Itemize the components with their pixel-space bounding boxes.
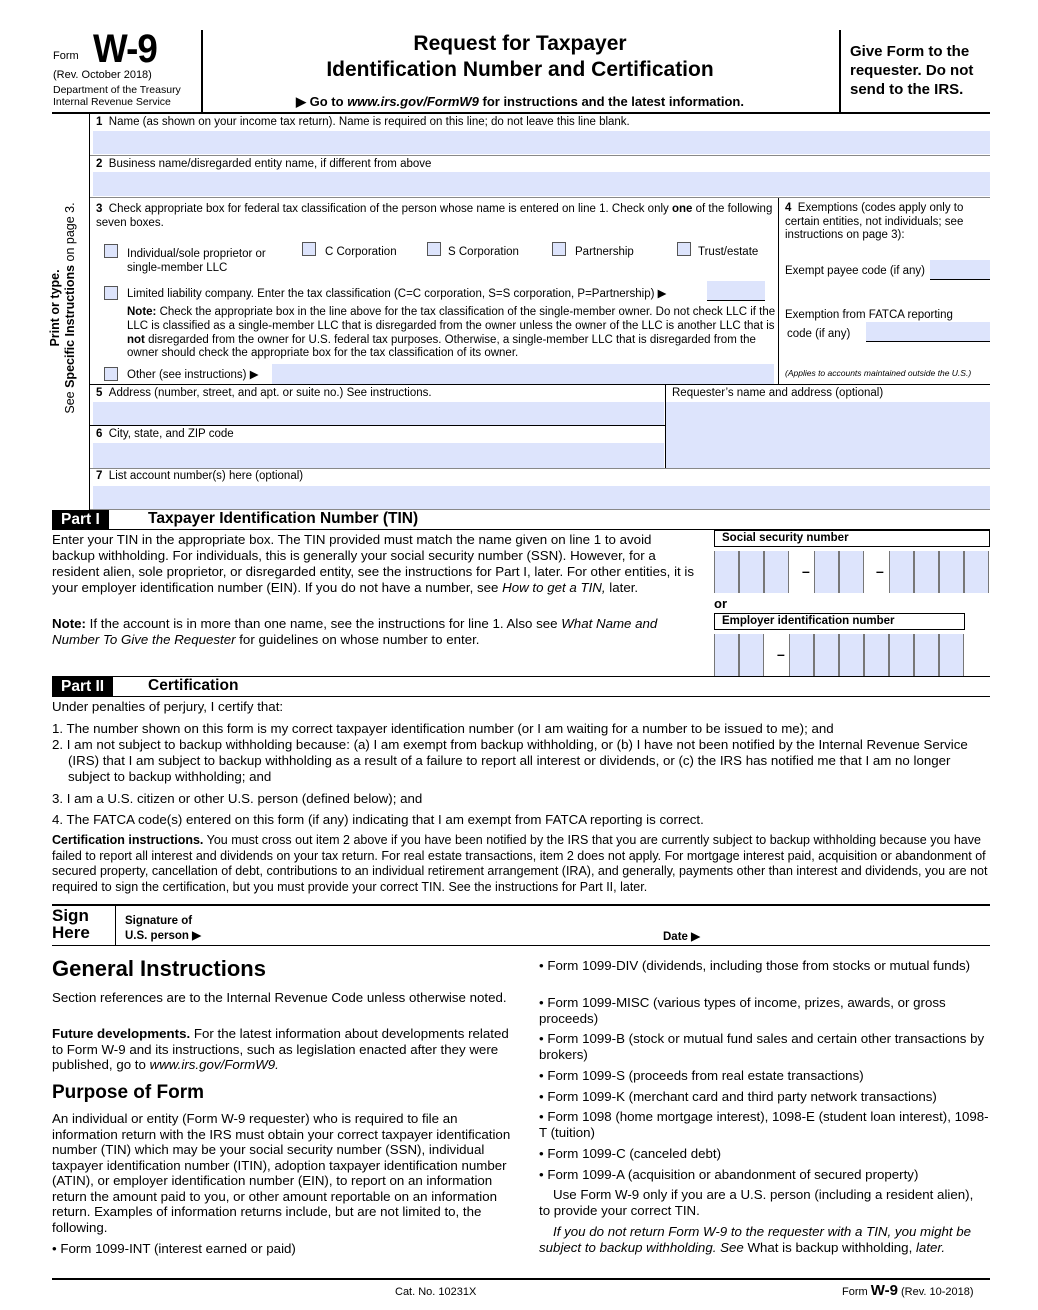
footer-form-id: Form W-9 (Rev. 10-2018) — [842, 1282, 974, 1299]
signature-label: Signature of U.S. person ▶ — [125, 915, 201, 942]
line2-label: 2 Business name/disregarded entity name, if different from above — [96, 158, 432, 170]
cert-item-2: 2. I am not subject to backup withholding because: (a) I am exempt from backup withholding, or (b) I have not been notified by the Internal Revenue Service (IRS) that I am subject to backup withholding as a result of a failure to report all interest or dividends, or (c) the IRS has notified me that I am no longer subject to backup withholding; and — [52, 737, 968, 784]
purpose-text: An individual or entity (Form W-9 requester) who is required to file an information return with the IRS must obtain your correct taxpayer identification number (TIN) which may be your social security number (SSN), individual taxpayer identification number (ITIN), adoption taxpayer identification number (ATIN), or employer identification number (EIN), to report on an information return the amount paid to you, or other amount reportable on an information return. Examples of information returns include, but are not limited to, the following. — [52, 1111, 511, 1235]
ein-dash: – — [777, 646, 785, 662]
bullet-1099-int: • Form 1099-INT (interest earned or paid) — [52, 1241, 296, 1256]
line3-label: 3 Check appropriate box for federal tax classification of the person whose name is entered on line 1. Check only one of the following seven boxes. — [96, 203, 773, 229]
other-label: Other (see instructions) ▶ — [127, 369, 259, 381]
llc-note: Note: Check the appropriate box in the line above for the tax classification of the single-member owner. Do not check LLC if the LLC is classified as a single-member LLC that is disregarded from the owner unless the owner of the LLC is another LLC that is not disregarded from the owner for U.S. federal tax purposes. Otherwise, a single-member LLC that is disregarded from the owner should check the appropriate box for the tax classification of its owner. — [127, 306, 776, 360]
department: Department of the Treasury Internal Revenue Service — [53, 84, 181, 108]
section-references: Section references are to the Internal Revenue Code unless otherwise noted. — [52, 990, 507, 1005]
address-field[interactable] — [93, 402, 664, 425]
fatca-code-field[interactable] — [866, 322, 990, 342]
line7-label: 7 List account number(s) here (optional) — [96, 470, 304, 482]
cert-item-4: 4. The FATCA code(s) entered on this form (if any) indicating that I am exempt from FATCA reporting is correct. — [52, 812, 704, 827]
fatca-label: Exemption from FATCA reporting — [785, 309, 953, 321]
rule — [52, 945, 990, 946]
requester-label: Requester’s name and address (optional) — [672, 387, 884, 399]
llc-checkbox[interactable] — [104, 286, 118, 300]
form-revision: (Rev. October 2018) — [53, 69, 152, 81]
rule — [90, 197, 990, 198]
ssn-dash: – — [802, 563, 810, 579]
bullet-1099-b: • Form 1099-B (stock or mutual fund sales and certain other transactions by brokers) — [539, 1031, 985, 1062]
footer-rule — [52, 1278, 990, 1280]
c-corporation-label: C Corporation — [325, 246, 397, 258]
date-field[interactable] — [705, 912, 990, 944]
name-field[interactable] — [93, 131, 990, 154]
exempt-payee-field[interactable] — [930, 260, 990, 280]
llc-classification-field[interactable] — [707, 281, 765, 301]
give-form-note: Give Form to the requester. Do not send to the IRS. — [850, 43, 974, 98]
rule — [90, 155, 990, 156]
line6-label: 6 City, state, and ZIP code — [96, 428, 234, 440]
ein-label: Employer identification number — [714, 613, 965, 630]
signature-field[interactable] — [210, 912, 650, 944]
line5-label: 5 Address (number, street, and apt. or suite no.) See instructions. — [96, 387, 432, 399]
sign-divider — [115, 906, 116, 946]
individual-label: Individual/sole proprietor or single-member LLC — [127, 248, 266, 274]
partnership-label: Partnership — [575, 246, 634, 258]
trust-estate-checkbox[interactable] — [677, 242, 691, 256]
use-form-note: Use Form W-9 only if you are a U.S. person (including a resident alien), to provide your correct TIN. — [539, 1187, 974, 1218]
certification-instructions: Certification instructions. You must cross out item 2 above if you have been notified by the IRS that you are currently subject to backup withholding because you have failed to report all interest and dividends on your tax return. For real estate transactions, item 2 does not apply. For mortgage interest paid, acquisition or abandonment of secured property, cancellation of debt, contributions to an individual retirement arrangement (IRA), and generally, payments other than interest and dividends, you are not required to sign the certification, but you must provide your correct TIN. See the instructions for Part II, later. — [52, 833, 988, 894]
account-numbers-field[interactable] — [93, 486, 990, 509]
business-name-field[interactable] — [93, 172, 990, 196]
c-corporation-checkbox[interactable] — [302, 242, 316, 256]
goto-instructions: ▶ Go to www.irs.gov/FormW9 for instructions and the latest information. — [296, 94, 744, 109]
requester-field[interactable] — [666, 402, 990, 468]
part1-tag: Part I — [52, 510, 109, 529]
form-number: W-9 — [93, 27, 157, 71]
bullet-1099-c: • Form 1099-C (canceled debt) — [539, 1146, 722, 1161]
bullet-1099-div: • Form 1099-DIV (dividends, including those from stocks or mutual funds) — [539, 958, 971, 973]
exemptions-label: 4 Exemptions (codes apply only to certain entities, not individuals; see instructions on page 3): — [785, 202, 964, 241]
bullet-1099-k: • Form 1099-K (merchant card and third party network transactions) — [539, 1089, 937, 1104]
individual-checkbox[interactable] — [104, 244, 118, 258]
part1-instructions: Enter your TIN in the appropriate box. The TIN provided must match the name given on line 1 to avoid backup withholding. For individuals, this is generally your social security number (SSN). However, for a resident alien, sole proprietor, or disregarded entity, see the instructions for Part I, later. For other entities, it is your employer identification number (EIN). If you do not have a number, see How to get a TIN, later. — [52, 532, 695, 595]
part2-tag: Part II — [52, 677, 113, 696]
side-border — [89, 113, 90, 510]
catalog-number: Cat. No. 10231X — [395, 1286, 477, 1298]
form-title: Request for Taxpayer Identification Number and Certification — [326, 32, 714, 81]
or-label: or — [714, 596, 727, 611]
rule — [90, 425, 665, 426]
rule — [52, 904, 990, 906]
other-field[interactable] — [272, 364, 774, 384]
date-label: Date ▶ — [663, 931, 700, 943]
print-or-type-note: Print or type. See Specific Instructions on page 3. — [48, 202, 77, 414]
fatca-applies-note: (Applies to accounts maintained outside the U.S.) — [785, 368, 972, 378]
header-divider-left — [201, 30, 203, 112]
trust-estate-label: Trust/estate — [698, 246, 759, 258]
future-developments: Future developments. For the latest information about developments related to Form W-9 and its instructions, such as legislation enacted after they were published, go to www.irs.gov/FormW9. — [52, 1026, 509, 1072]
fatca-label-2: code (if any) — [787, 328, 851, 340]
exempt-payee-label: Exempt payee code (if any) — [785, 265, 925, 277]
ssn-dash: – — [876, 563, 884, 579]
part1-title: Taxpayer Identification Number (TIN) — [148, 510, 419, 527]
part2-title: Certification — [148, 677, 239, 694]
s-corporation-label: S Corporation — [448, 246, 519, 258]
llc-label: Limited liability company. Enter the tax classification (C=C corporation, S=S corporation, P=Partnership) ▶ — [127, 288, 667, 300]
form-label: Form — [53, 50, 79, 62]
part1-note: Note: If the account is in more than one name, see the instructions for line 1. Also see What Name and Number To Give the Requester for guidelines on whose number to enter. — [52, 616, 658, 647]
perjury-intro: Under penalties of perjury, I certify that: — [52, 699, 284, 714]
ssn-label: Social security number — [714, 530, 990, 547]
header-rule — [52, 112, 990, 114]
general-instructions-heading: General Instructions — [52, 956, 266, 981]
cert-item-3: 3. I am a U.S. citizen or other U.S. person (defined below); and — [52, 791, 423, 806]
ein-field[interactable] — [714, 634, 990, 676]
rule — [90, 384, 990, 385]
city-state-zip-field[interactable] — [93, 443, 664, 468]
bullet-1098: • Form 1098 (home mortgage interest), 1098-E (student loan interest), 1098-T (tuition) — [539, 1109, 989, 1140]
line4-divider — [778, 198, 779, 384]
ssn-field[interactable] — [714, 551, 990, 593]
purpose-heading: Purpose of Form — [52, 1082, 205, 1103]
cert-item-1: 1. The number shown on this form is my correct taxpayer identification number (or I am waiting for a number to be issued to me); and — [52, 721, 834, 736]
other-checkbox[interactable] — [104, 367, 118, 381]
bullet-1099-misc: • Form 1099-MISC (various types of income, prizes, awards, or gross proceeds) — [539, 995, 946, 1026]
header-divider-right — [839, 30, 841, 112]
partnership-checkbox[interactable] — [552, 242, 566, 256]
rule — [52, 696, 990, 697]
backup-withholding-warning: If you do not return Form W-9 to the requester with a TIN, you might be subject to backup withholding. See What is backup withholding, later. — [539, 1224, 972, 1255]
bullet-1099-s: • Form 1099-S (proceeds from real estate transactions) — [539, 1068, 864, 1083]
sign-here-label: Sign Here — [52, 906, 90, 942]
line1-label: 1 Name (as shown on your income tax return). Name is required on this line; do not leave this line blank. — [96, 116, 630, 128]
bullet-1099-a: • Form 1099-A (acquisition or abandonment of secured property) — [539, 1167, 919, 1182]
irs-link[interactable]: www.irs.gov/FormW9 — [347, 94, 479, 109]
s-corporation-checkbox[interactable] — [427, 242, 441, 256]
